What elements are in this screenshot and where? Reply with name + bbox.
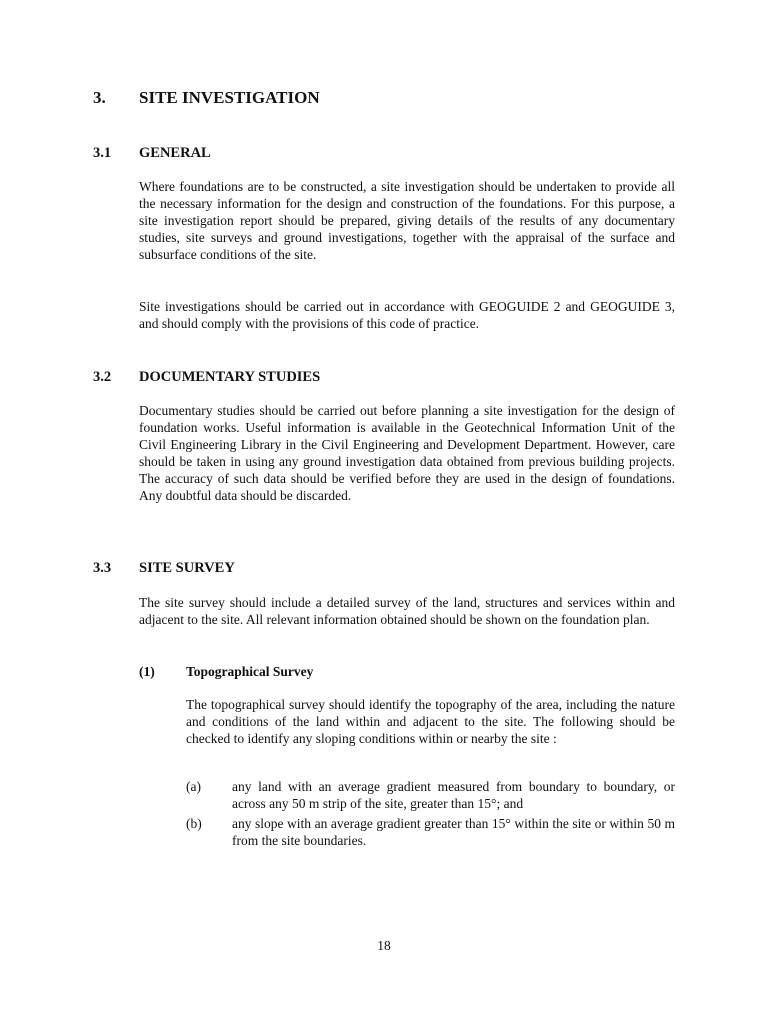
subsection-title: Topographical Survey (186, 664, 314, 679)
section-number: 3.1 (93, 145, 112, 161)
list-item-label: (b) (186, 816, 202, 831)
topographical-survey-paragraph: The topographical survey should identify the topography of the area, including the nature and conditions of the land within and adjacent to the site. The following should be checked to identify any sloping conditions within or nearby the site : (186, 697, 675, 747)
list-item-text: any slope with an average gradient greater than 15° within the site or within 50 m from the site boundaries. (232, 816, 675, 849)
site-survey-paragraph: The site survey should include a detailed survey of the land, structures and services within and adjacent to the site. All relevant information obtained should be shown on the foundation plan. (139, 595, 675, 628)
section-title: GENERAL (139, 145, 211, 161)
section-title: DOCUMENTARY STUDIES (139, 369, 321, 385)
list-item-text: any land with an average gradient measured from boundary to boundary, or across any 50 m strip of the site, greater than 15°; and (232, 779, 675, 812)
list-item-label: (a) (186, 779, 201, 794)
section-number: 3.2 (93, 369, 112, 385)
section-title: SITE SURVEY (139, 560, 235, 576)
general-paragraph-1: Where foundations are to be constructed, a site investigation should be undertaken to provide all the necessary information for the design and construction of the foundations. For this purpose, a site investigation report should be prepared, giving details of the results of any documentary studies, site surveys and ground investigations, together with the appraisal of the surface and subsurface conditions of the site. (139, 179, 675, 263)
subsection-number: (1) (139, 664, 155, 679)
chapter-title: SITE INVESTIGATION (139, 88, 320, 107)
chapter-number: 3. (93, 88, 106, 107)
section-number: 3.3 (93, 560, 112, 576)
page-number: 18 (377, 938, 391, 953)
general-paragraph-2: Site investigations should be carried out in accordance with GEOGUIDE 2 and GEOGUIDE 3, and should comply with the provisions of this code of practice. (139, 299, 675, 332)
documentary-studies-paragraph: Documentary studies should be carried out before planning a site investigation for the design of foundation works. Useful information is available in the Geotechnical Information Unit of the Civil Engineering Library in the Civil Engineering and Development Department. However, care should be taken in using any ground investigation data obtained from previous building projects. The accuracy of such data should be verified before they are used in the design of foundations. Any doubtful data should be discarded. (139, 403, 675, 504)
